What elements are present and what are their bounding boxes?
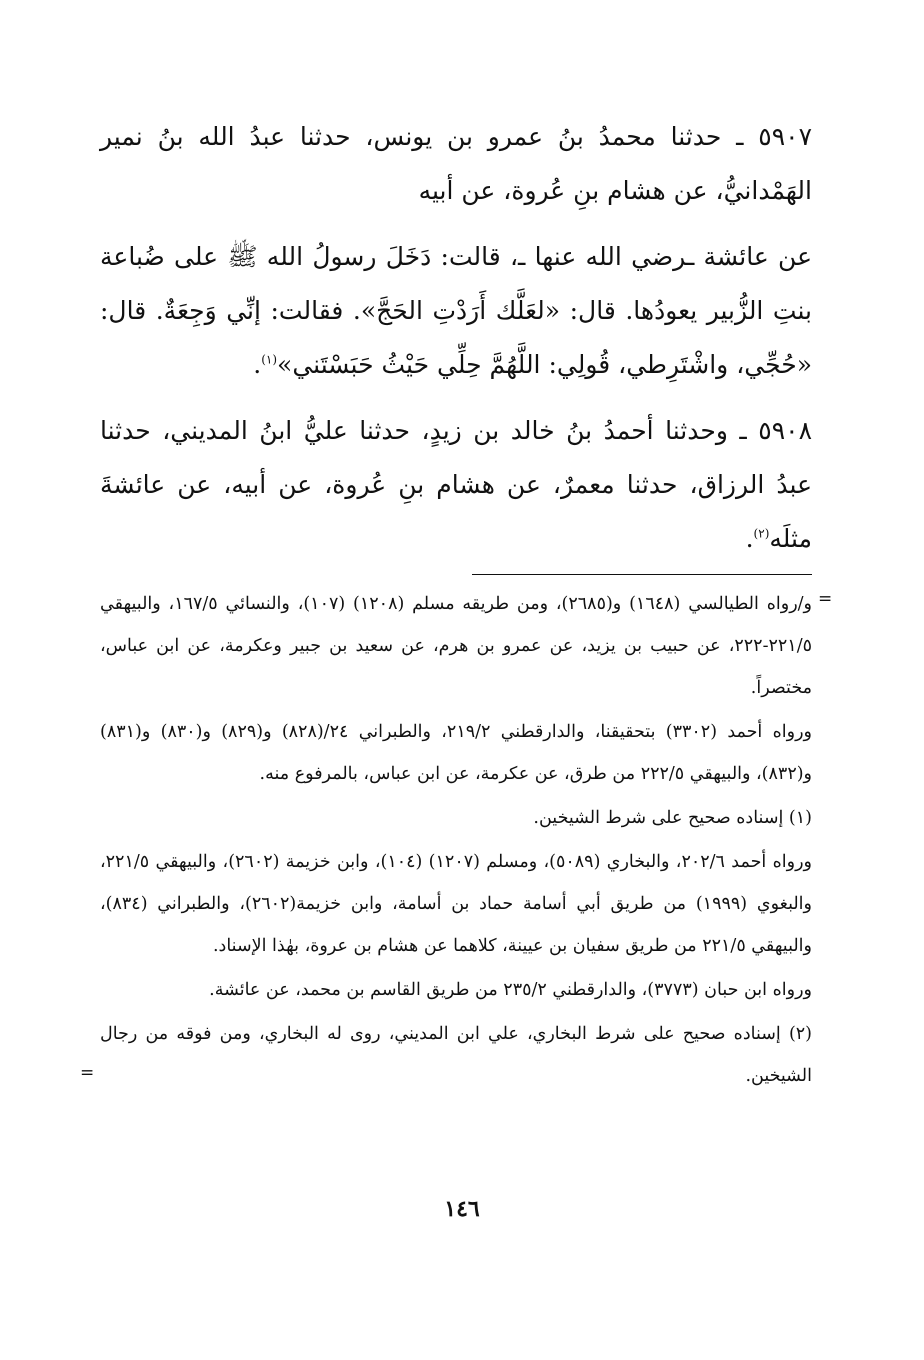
footnote-ref-1: (١) xyxy=(261,352,278,367)
footnote-continued-marker: = xyxy=(818,589,833,609)
hadith-5907-isnad: ٥٩٠٧ ـ حدثنا محمدُ بنُ عمرو بن يونس، حدثنا عبدُ الله بنُ نمير الهَمْدانيُّ، عن هشام بنِ عُروة، عن أبيه xyxy=(100,122,812,205)
footnote-1-detail-a: ورواه أحمد ٢٠٢/٦، والبخاري (٥٠٨٩)، ومسلم (١٢٠٧) (١٠٤)، وابن خزيمة (٢٦٠٢)، والبيهقي ٢٢١/٥، والبغوي (١٩٩٩) من طريق أبي أسامة حماد بن أسامة، وابن خزيمة(٢٦٠٢)، والطبراني (٨٣٤)، والبيهقي ٢٢١/٥ من طريق سفيان بن عيينة، كلاهما عن هشام بن عروة، بهٰذا الإسناد. xyxy=(100,852,812,956)
footnote-continues-marker: = xyxy=(80,1063,95,1083)
footnote-2: (٢) إسناده صحيح على شرط البخاري، علي ابن المديني، روى له البخاري، ومن فوقه من رجال الشيخين. xyxy=(100,1024,812,1086)
page-body xyxy=(80,110,833,1097)
footnote-ref-2: (٢) xyxy=(753,526,770,541)
hadith-5907-matn: عن عائشة ـرضي الله عنها ـ، قالت: دَخَلَ رسولُ الله ﷺ على ضُباعة بنتِ الزُّبير يعودُها. قال: «لعَلَّك أَرَدْتِ الحَجَّ». فقالت: إنِّي وَجِعَةٌ. قال: «حُجِّي، واشْتَرِطي، قُولِي: اللَّهُمَّ حِلِّي حَيْثُ حَبَسْتَني»$^{(١)}$. xyxy=(100,242,812,379)
page-number: ١٤٦ xyxy=(444,1196,480,1222)
footnote-continuation-2: ورواه أحمد (٣٣٠٢) بتحقيقنا، والدارقطني ٢١٩/٢، والطبراني ٢٤/(٨٢٨) و(٨٢٩) و(٨٣٠) و(٨٣١) و(٨٣٢)، والبيهقي ٢٢٢/٥ من طرق، عن عكرمة، عن ابن عباس، بالمرفوع منه. xyxy=(100,722,812,784)
footnote-1: (١) إسناده صحيح على شرط الشيخين. xyxy=(533,808,812,828)
hadith-5908-text: ٥٩٠٨ ـ وحدثنا أحمدُ بنُ خالد بن زيدٍ، حدثنا عليُّ ابنُ المديني، حدثنا عبدُ الرزاق، حدثنا معمرٌ، عن هشام بنِ عُروة، عن أبيه، عن عائشةَ مثلَه xyxy=(100,416,812,553)
footnote-1-detail-b: ورواه ابن حبان (٣٧٧٣)، والدارقطني ٢٣٥/٢ من طريق القاسم بن محمد، عن عائشة. xyxy=(209,980,812,1000)
hadith-5908: ٥٩٠٨ ـ وحدثنا أحمدُ بنُ خالد بن زيدٍ، حدثنا عليُّ ابنُ المديني، حدثنا عبدُ الرزاق، حدثنا معمرٌ، عن هشام بنِ عُروة، عن أبيه، عن عائشةَ مثلَه$^{(٢)}$. xyxy=(100,416,812,553)
footnotes xyxy=(80,583,833,1097)
hadith-5907-matn-text: عن عائشة ـرضي الله عنها ـ، قالت: دَخَلَ رسولُ الله ﷺ على ضُباعة بنتِ الزُّبير يعودُها. قال: «لعَلَّك أَرَدْتِ الحَجَّ». فقالت: إنِّي وَجِعَةٌ. قال: «حُجِّي، واشْتَرِطي، قُولِي: اللَّهُمَّ حِلِّي حَيْثُ حَبَسْتَني» xyxy=(100,242,812,379)
footnote-continuation-1: و/رواه الطيالسي (١٦٤٨) و(٢٦٨٥)، ومن طريقه مسلم (١٢٠٨) (١٠٧)، والنسائي ١٦٧/٥، والبيهقي ٢٢١/٥-٢٢٢، عن حبيب بن يزيد، عن عمرو بن هرم، عن سعيد بن جبير وعكرمة، عن ابن عباس، مختصراً. xyxy=(100,594,812,698)
footnote-separator xyxy=(472,574,812,575)
